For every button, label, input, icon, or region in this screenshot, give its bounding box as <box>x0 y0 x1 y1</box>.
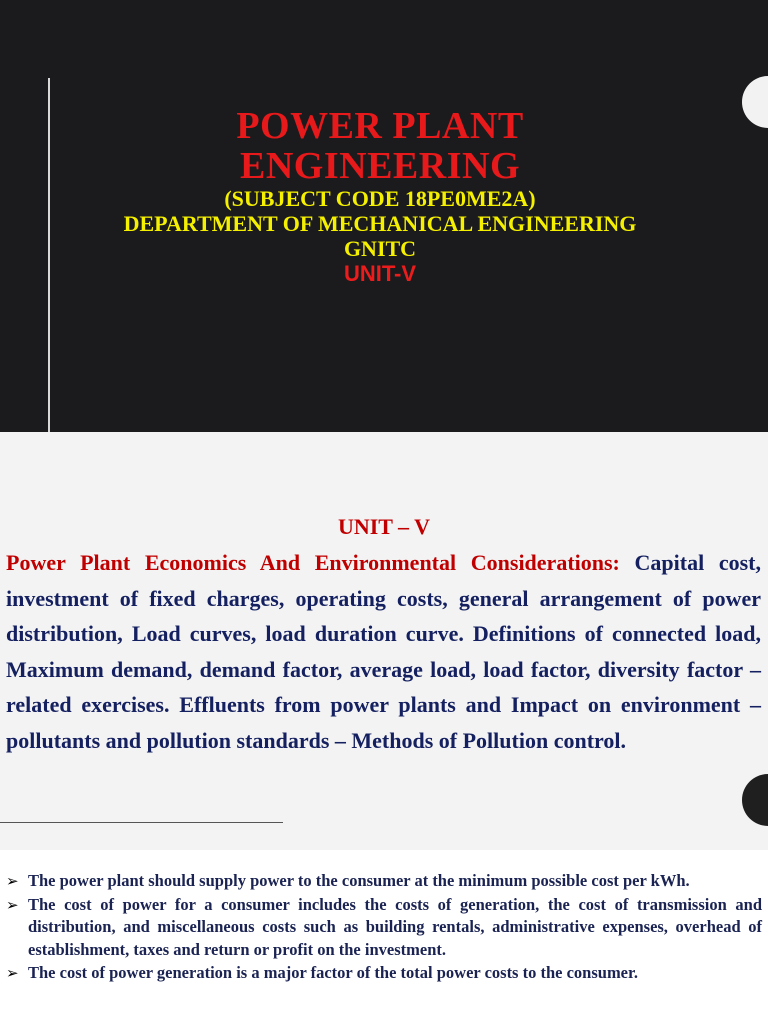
arrow-bullet-icon: ➢ <box>6 872 19 890</box>
title-block <box>60 106 700 287</box>
vertical-divider <box>48 78 50 432</box>
arrow-bullet-icon: ➢ <box>6 964 19 982</box>
bullet-item <box>6 870 762 893</box>
slide-decoration-circle-dark <box>742 774 768 826</box>
arrow-bullet-icon: ➢ <box>6 895 19 914</box>
bullet-text: The power plant should supply power to the consumer at the minimum possible cost per kWh. <box>28 871 690 890</box>
subject-code: (SUBJECT CODE 18PE0ME2A) <box>224 186 536 211</box>
bullet-item <box>6 962 762 985</box>
course-title-line-2: ENGINEERING <box>240 145 520 187</box>
slide-decoration-circle <box>742 76 768 128</box>
syllabus-slide <box>0 432 768 850</box>
department-name: DEPARTMENT OF MECHANICAL ENGINEERING <box>123 211 637 236</box>
title-slide <box>0 0 768 432</box>
institute-name: GNITC <box>343 236 417 261</box>
cost-bullets-slide <box>0 850 768 1024</box>
syllabus-topics: Capital cost, investment of fixed charges, operating costs, general arrangement of power distribution, Load curves, load duration curve. Definitions of connected load, Maximum demand, demand factor, average load, load factor, diversity factor – related exercises. Effluents from power plants and Impact on environment – pollutants and pollution standards – Methods of Pollution control. <box>6 550 762 753</box>
horizontal-divider <box>0 822 283 823</box>
unit-label: UNIT-V <box>343 261 417 286</box>
bullet-item <box>6 894 762 962</box>
syllabus-paragraph <box>6 545 761 758</box>
bullet-text: The cost of power for a consumer includes the costs of generation, the cost of transmission and distribution, and miscellaneous costs such as building rentals, administrative expenses, overhead of establishment, taxes and return or profit on the investment. <box>28 894 762 959</box>
bullet-text: The cost of power generation is a major factor of the total power costs to the consumer. <box>28 963 638 982</box>
course-title-line-1: POWER PLANT <box>236 105 524 147</box>
syllabus-topic-title: Power Plant Economics And Environmental Considerations: <box>6 550 620 575</box>
bullet-list <box>6 870 762 986</box>
unit-heading: UNIT – V <box>337 514 431 539</box>
